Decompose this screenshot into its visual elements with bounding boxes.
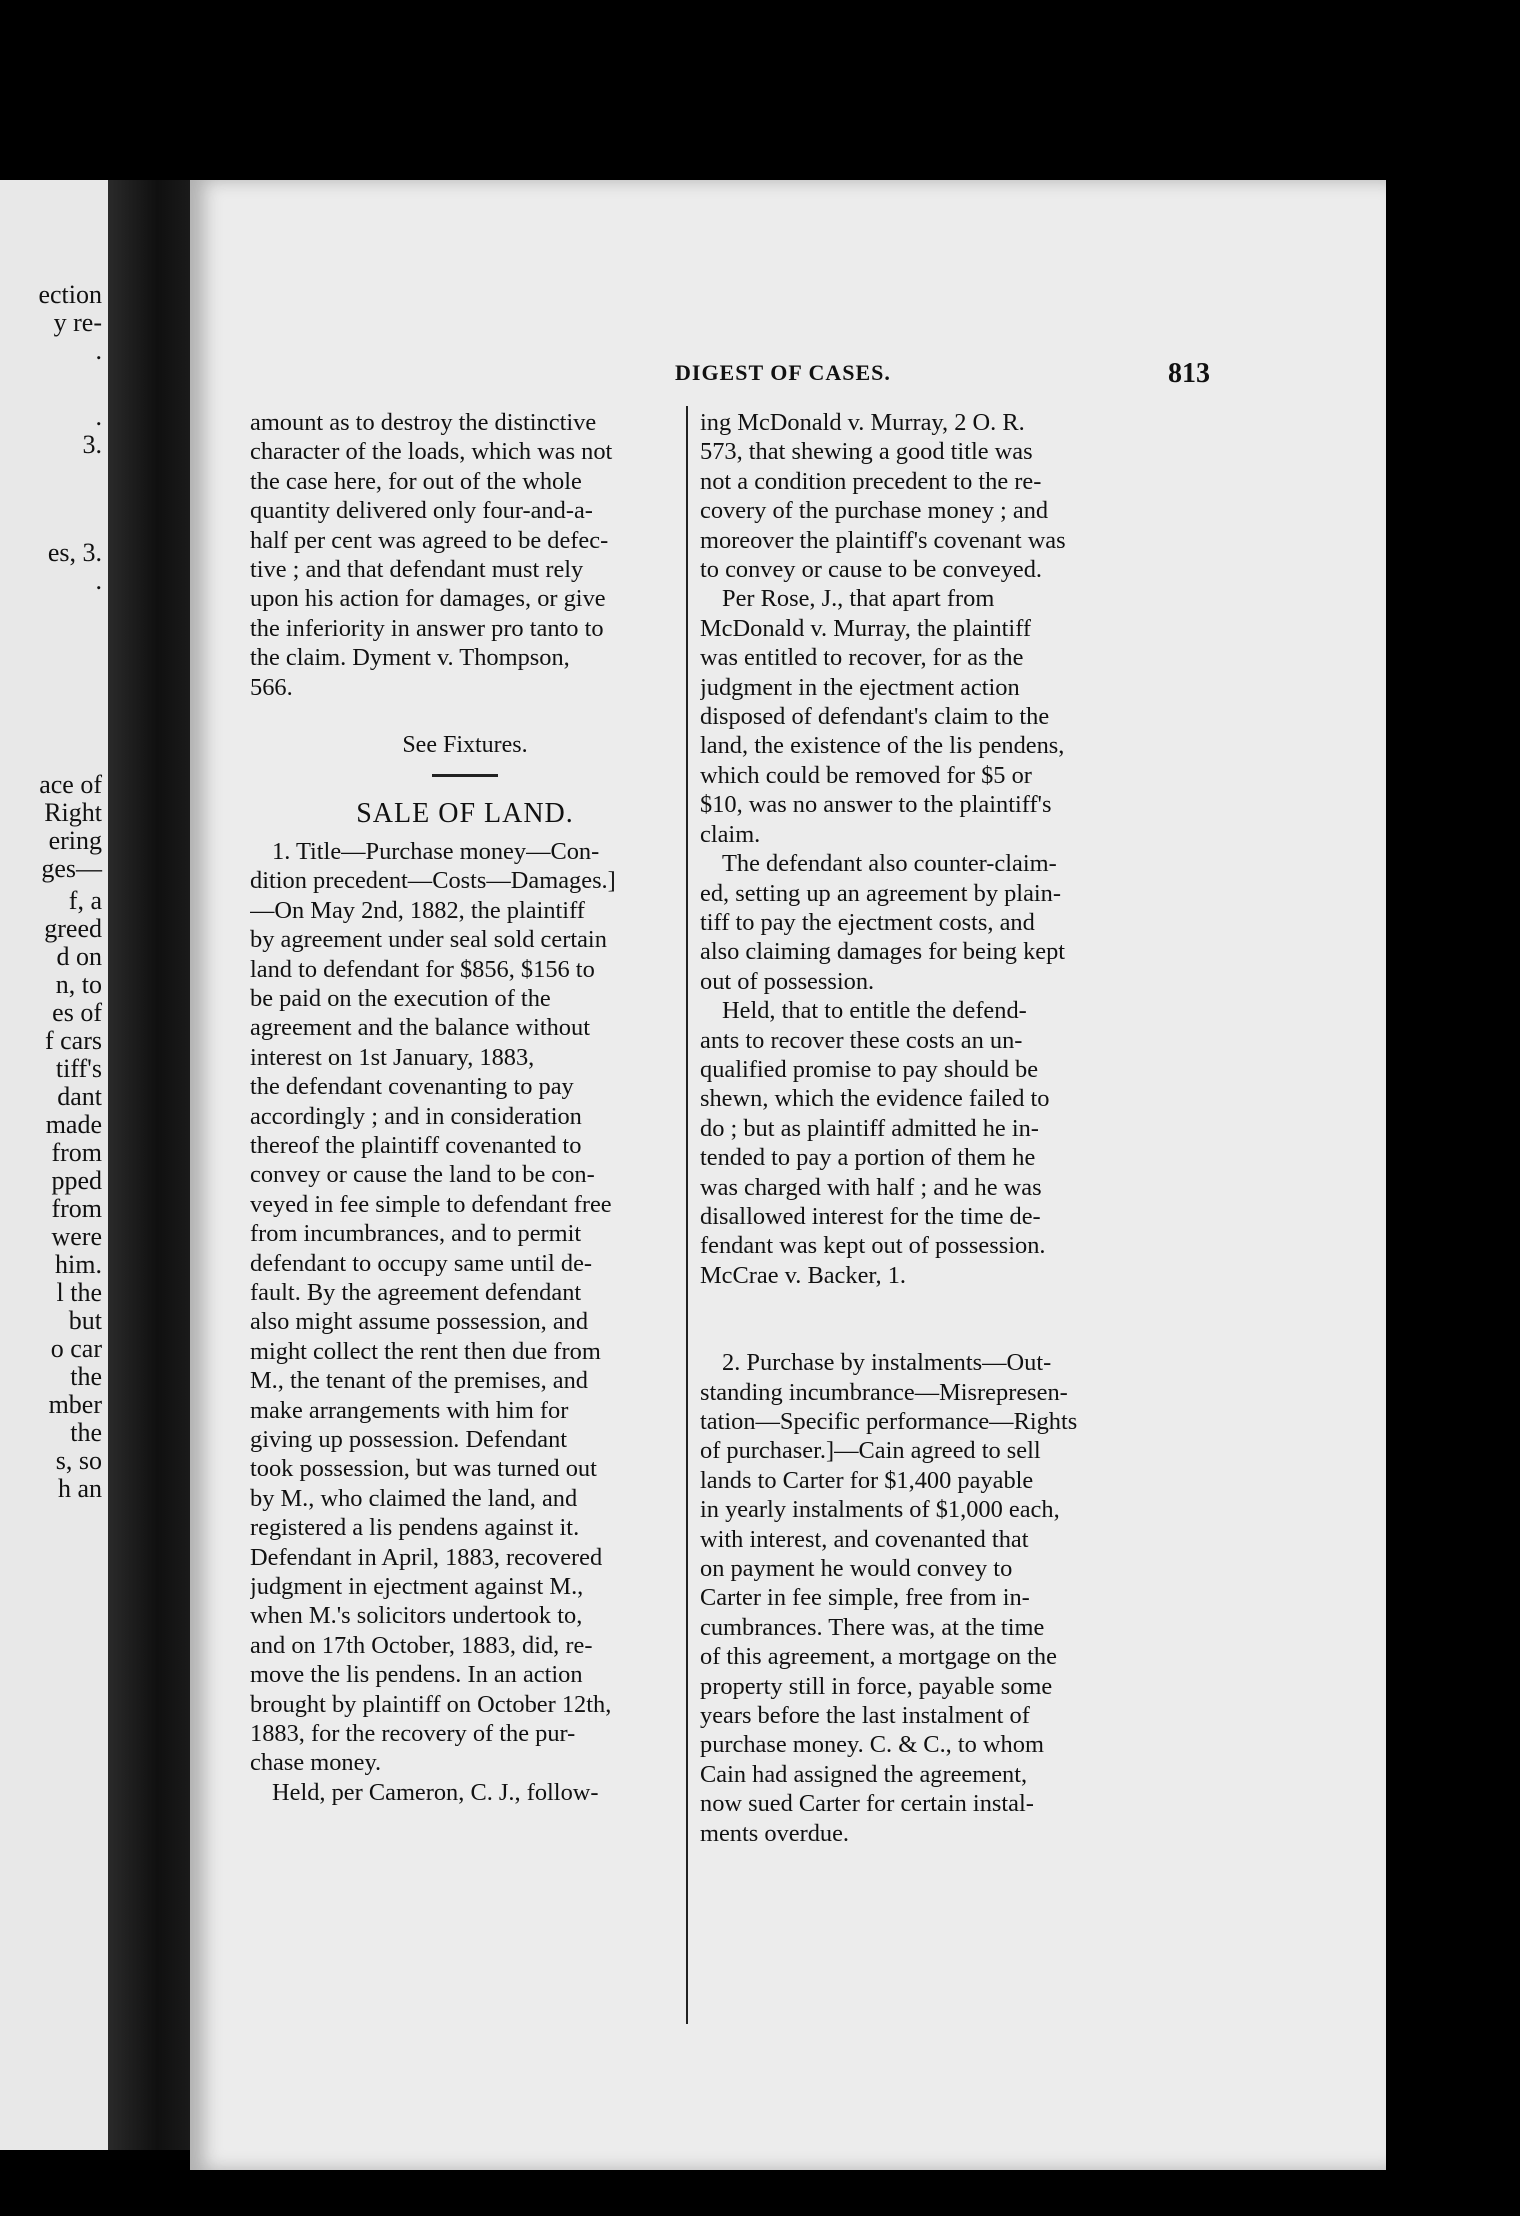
adjacent-page-fragment: o car [50,1334,102,1363]
text-line: 2. Purchase by instalments—Out- [722,1349,1052,1377]
adjacent-page-fragment: y re- [53,308,102,337]
text-line: thereof the plaintiff covenanted to [250,1131,582,1159]
text-line: disposed of defendant's claim to the [700,703,1050,731]
adjacent-page-fragment: were [51,1222,102,1251]
text-line: accordingly ; and in consideration [250,1102,582,1130]
text-line: 573, that shewing a good title was [700,438,1033,466]
text-line: in yearly instalments of $1,000 each, [700,1496,1060,1524]
left-column-top-text [250,408,680,702]
text-line: Held, per Cameron, C. J., follow- [272,1778,599,1806]
text-line: which could be removed for $5 or [700,761,1032,789]
case-1-continued-text [700,408,1130,1290]
text-line: McDonald v. Murray, the plaintiff [700,614,1031,642]
text-line: fendant was kept out of possession. [700,1232,1046,1260]
adjacent-page-fragment: f cars [44,1026,102,1055]
text-line: lands to Carter for $1,400 payable [700,1466,1034,1494]
text-line: 1883, for the recovery of the pur- [250,1720,576,1748]
text-line: make arrangements with him for [250,1396,569,1424]
text-line: was entitled to recover, for as the [700,644,1024,672]
text-line: by M., who claimed the land, and [250,1484,578,1512]
text-line: land to defendant for $856, $156 to [250,955,595,983]
adjacent-page-fragment: tiff's [55,1054,102,1083]
text-line: dition precedent—Costs—Damages.] [250,867,616,895]
text-line: Defendant in April, 1883, recovered [250,1543,603,1571]
adjacent-page-fragment: l the [56,1278,102,1307]
text-line: took possession, but was turned out [250,1455,597,1483]
text-line: interest on 1st January, 1883, [250,1043,535,1071]
text-line: brought by plaintiff on October 12th, [250,1690,612,1718]
adjacent-page-fragment: mber [48,1390,102,1419]
text-line: purchase money. C. & C., to whom [700,1731,1044,1759]
text-line: years before the last instalment of [700,1702,1030,1730]
see-also-reference: See Fixtures. [402,732,528,759]
text-line: 566. [250,673,293,701]
text-line: out of possession. [700,967,875,995]
text-line: on payment he would convey to [700,1555,1013,1583]
text-line: and on 17th October, 1883, did, re- [250,1631,593,1659]
text-line: judgment in the ejectment action [700,673,1020,701]
text-line: convey or cause the land to be con- [250,1161,595,1189]
text-line: 1. Title—Purchase money—Con- [272,837,600,865]
running-header: DIGEST OF CASES. [675,360,891,385]
text-line: the inferiority in answer pro tanto to [250,614,604,642]
adjacent-page-fragment: Right [44,798,102,827]
text-line: Per Rose, J., that apart from [722,585,995,613]
text-line: character of the loads, which was not [250,438,613,466]
adjacent-page-fragment: made [45,1110,102,1139]
text-line: not a condition precedent to the re- [700,467,1042,495]
adjacent-page-fragment: pped [51,1166,102,1195]
text-line: be paid on the execution of the [250,984,551,1012]
text-line: McCrae v. Backer, 1. [700,1261,907,1289]
case-2-text [700,1348,1130,1848]
text-line: the defendant covenanting to pay [250,1073,574,1101]
adjacent-page-fragment: n, to [55,970,102,999]
text-line: qualified promise to pay should be [700,1055,1039,1083]
text-line: tended to pay a portion of them he [700,1144,1036,1172]
text-line: was charged with half ; and he was [700,1173,1042,1201]
text-line: ments overdue. [700,1819,850,1847]
text-line: $10, was no answer to the plaintiff's [700,791,1052,819]
text-line: by agreement under seal sold certain [250,926,607,954]
section-rule [432,774,498,777]
text-line: defendant to occupy same until de- [250,1249,593,1277]
text-line: tive ; and that defendant must rely [250,556,584,584]
text-line: standing incumbrance—Misrepresen- [700,1378,1068,1406]
text-line: The defendant also counter-claim- [722,850,1057,878]
page-gutter [108,180,190,2150]
text-line: veyed in fee simple to defendant free [250,1190,612,1218]
text-line: claim. [700,820,761,848]
text-line: Cain had assigned the agreement, [700,1760,1028,1788]
text-line: upon his action for damages, or give [250,585,606,613]
adjacent-page-fragment: ering [48,826,102,855]
text-line: M., the tenant of the premises, and [250,1367,588,1395]
text-line: property still in force, payable some [700,1672,1053,1700]
text-line: amount as to destroy the distinctive [250,409,597,436]
adjacent-page-fragment: s, so [55,1446,102,1475]
adjacent-page-fragment: es of [52,998,102,1027]
adjacent-page-fragment: from [51,1138,102,1167]
adjacent-page-fragment: but [68,1306,102,1335]
adjacent-page-fragment: . [95,566,102,595]
page-number: 813 [1168,358,1210,389]
text-line: to convey or cause to be conveyed. [700,556,1043,584]
text-line: the case here, for out of the whole [250,467,582,495]
section-heading: SALE OF LAND. [356,798,574,830]
text-line: chase money. [250,1749,382,1777]
adjacent-page-fragment: d on [56,942,102,971]
adjacent-page-fragment: . [95,336,102,365]
right-column [700,408,1130,1848]
text-line: the claim. Dyment v. Thompson, [250,644,570,672]
text-line: registered a lis pendens against it. [250,1514,580,1542]
text-line: move the lis pendens. In an action [250,1661,583,1689]
text-line: fault. By the agreement defendant [250,1278,582,1306]
text-line: of this agreement, a mortgage on the [700,1643,1057,1671]
text-line: disallowed interest for the time de- [700,1202,1041,1230]
column-divider [686,406,688,2024]
adjacent-page-fragment: 3. [82,430,102,459]
text-line: of purchaser.]—Cain agreed to sell [700,1437,1041,1465]
adjacent-page-fragment: the [70,1362,102,1391]
text-line: ing McDonald v. Murray, 2 O. R. [700,409,1025,436]
text-line: quantity delivered only four-and-a- [250,497,593,525]
text-line: from incumbrances, and to permit [250,1220,582,1248]
text-line: judgment in ejectment against M., [250,1573,584,1601]
text-line: with interest, and covenanted that [700,1525,1029,1553]
text-line: cumbrances. There was, at the time [700,1613,1045,1641]
book-page [190,180,1386,2170]
adjacent-page-fragment: him. [55,1250,102,1279]
text-line: also claiming damages for being kept [700,938,1066,966]
text-line: Carter in fee simple, free from in- [700,1584,1030,1612]
text-line: shewn, which the evidence failed to [700,1085,1050,1113]
adjacent-page-fragment: es, 3. [47,538,102,567]
text-line: ants to recover these costs an un- [700,1026,1023,1054]
adjacent-page-fragment: greed [44,914,102,943]
text-line: also might assume possession, and [250,1308,589,1336]
text-line: —On May 2nd, 1882, the plaintiff [250,896,585,924]
adjacent-page-fragment: the [70,1418,102,1447]
adjacent-page-fragment: dant [57,1082,102,1111]
text-line: now sued Carter for certain instal- [700,1790,1034,1818]
text-line: covery of the purchase money ; and [700,497,1049,525]
case-1-text [250,837,680,1807]
text-line: when M.'s solicitors undertook to, [250,1602,583,1630]
left-column [250,408,680,1807]
text-line: moreover the plaintiff's covenant was [700,526,1066,554]
adjacent-page-fragment: h an [57,1474,102,1503]
text-line: giving up possession. Defendant [250,1426,568,1453]
text-line: tation—Specific performance—Rights [700,1408,1078,1435]
adjacent-page-fragment: ection [38,280,102,309]
text-line: do ; but as plaintiff admitted he in- [700,1114,1039,1142]
adjacent-page-fragment: from [51,1194,102,1223]
text-line: might collect the rent then due from [250,1337,601,1365]
text-line: Held, that to entitle the defend- [722,997,1027,1025]
text-line: agreement and the balance without [250,1014,590,1042]
text-line: land, the existence of the lis pendens, [700,732,1065,760]
text-line: half per cent was agreed to be defec- [250,526,609,554]
text-line: tiff to pay the ejectment costs, and [700,908,1035,936]
text-line: ed, setting up an agreement by plain- [700,879,1062,907]
adjacent-page-fragment: ges— [41,854,102,883]
adjacent-page-edge [0,180,110,2150]
adjacent-page-fragment: ace of [39,770,102,799]
adjacent-page-fragment: f, a [68,886,102,915]
adjacent-page-fragment: . [95,402,102,431]
